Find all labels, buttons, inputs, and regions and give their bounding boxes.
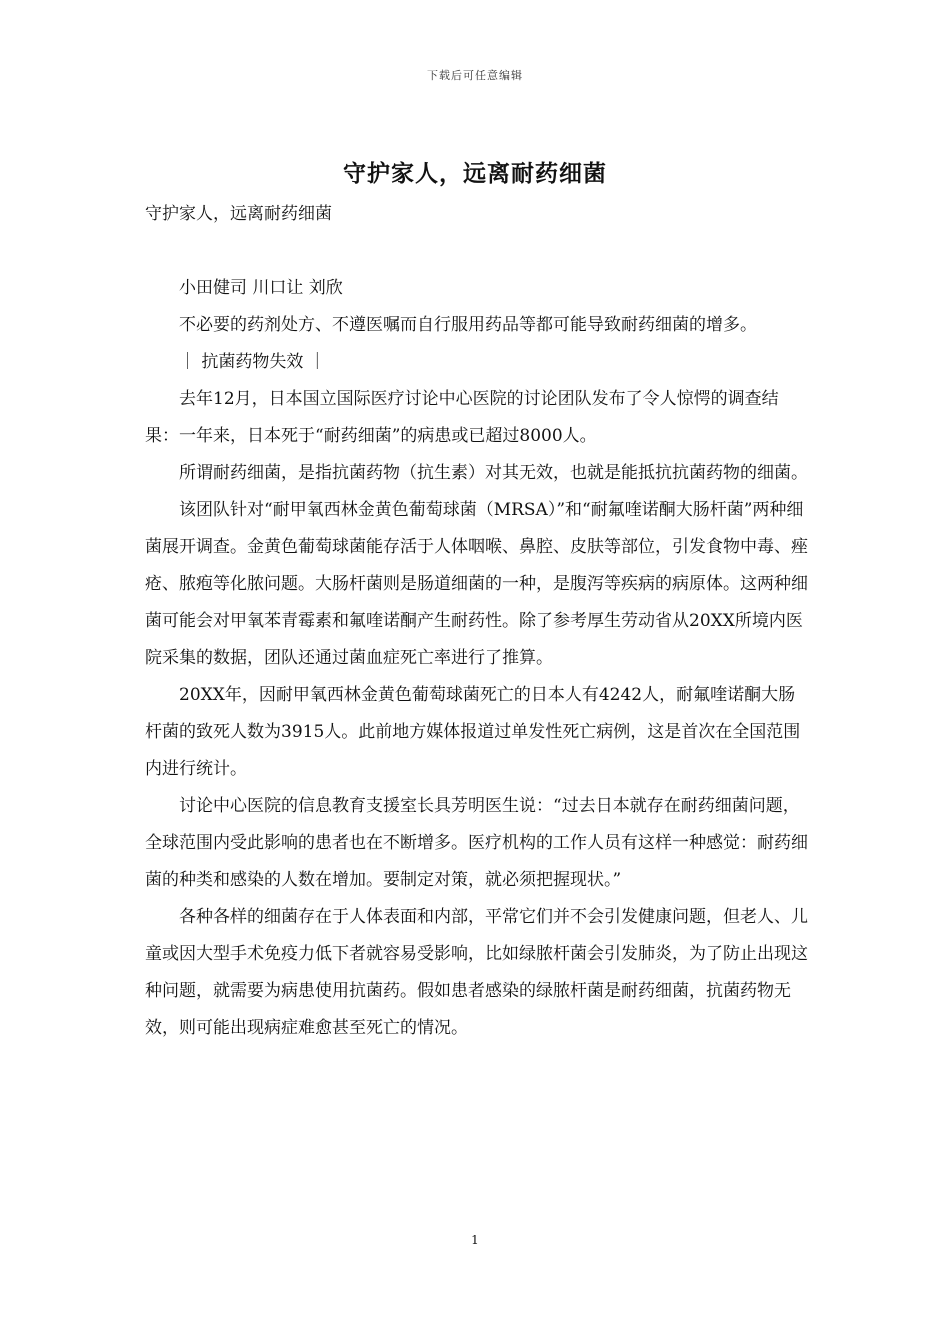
section-heading: ｜ 抗菌药物失效 ｜ <box>179 352 326 372</box>
paragraph: 20XX年，因耐甲氧西林金黄色葡萄球菌死亡的日本人有4242人，耐氟喹诺酮大肠杆菌的致死人数为3915人。此前地方媒体报道过单发性死亡病例，这是首次在全国范围内进行统计。 <box>145 685 801 779</box>
paragraph: 该团队针对“耐甲氧西林金黄色葡萄球菌（MRSA）”和“耐氟喹诺酮大肠杆菌”两种细菌展开调查。金黄色葡萄球菌能存活于人体咽喉、鼻腔、皮肤等部位，引发食物中毒、痤疮、脓疱等化脓问题。大肠杆菌则是肠道细菌的一种，是腹泻等疾病的病原体。这两种细菌可能会对甲氧苯青霉素和氟喹诺酮产生耐药性。除了参考厚生劳动省从20XX所境内医院采集的数据，团队还通过菌血症死亡率进行了推算。 <box>145 500 808 668</box>
document-title: 守护家人，远离耐药细菌 <box>343 160 607 187</box>
paragraph: 各种各样的细菌存在于人体表面和内部，平常它们并不会引发健康问题，但老人、儿童或因大型手术免疫力低下者就容易受影响，比如绿脓杆菌会引发肺炎，为了防止出现这种问题，就需要为病患使用抗菌药。假如患者感染的绿脓杆菌是耐药细菌，抗菌药物无效，则可能出现病症难愈甚至死亡的情况。 <box>145 907 808 1038</box>
paragraph: 去年12月，日本国立国际医疗讨论中心医院的讨论团队发布了令人惊愕的调查结果：一年来，日本死于“耐药细菌”的病患或已超过8000人。 <box>145 389 779 446</box>
page-number: 1 <box>471 1233 479 1247</box>
paragraph: 所谓耐药细菌，是指抗菌药物（抗生素）对其无效，也就是能抵抗抗菌药物的细菌。 <box>179 463 808 483</box>
document-body <box>145 196 810 1047</box>
document-subtitle: 守护家人，远离耐药细菌 <box>145 204 332 224</box>
authors-line: 小田健司 川口让 刘欣 <box>179 278 343 298</box>
paragraph: 讨论中心医院的信息教育支援室长具芳明医生说：“过去日本就存在耐药细菌问题，全球范围内受此影响的患者也在不断增多。医疗机构的工作人员有这样一种感觉：耐药细菌的种类和感染的人数在增加。要制定对策，就必须把握现状。” <box>145 796 808 890</box>
page-header-note: 下载后可任意编辑 <box>427 69 523 82</box>
blank-line <box>145 233 810 270</box>
paragraph: 不必要的药剂处方、不遵医嘱而自行服用药品等都可能导致耐药细菌的增多。 <box>179 315 757 335</box>
